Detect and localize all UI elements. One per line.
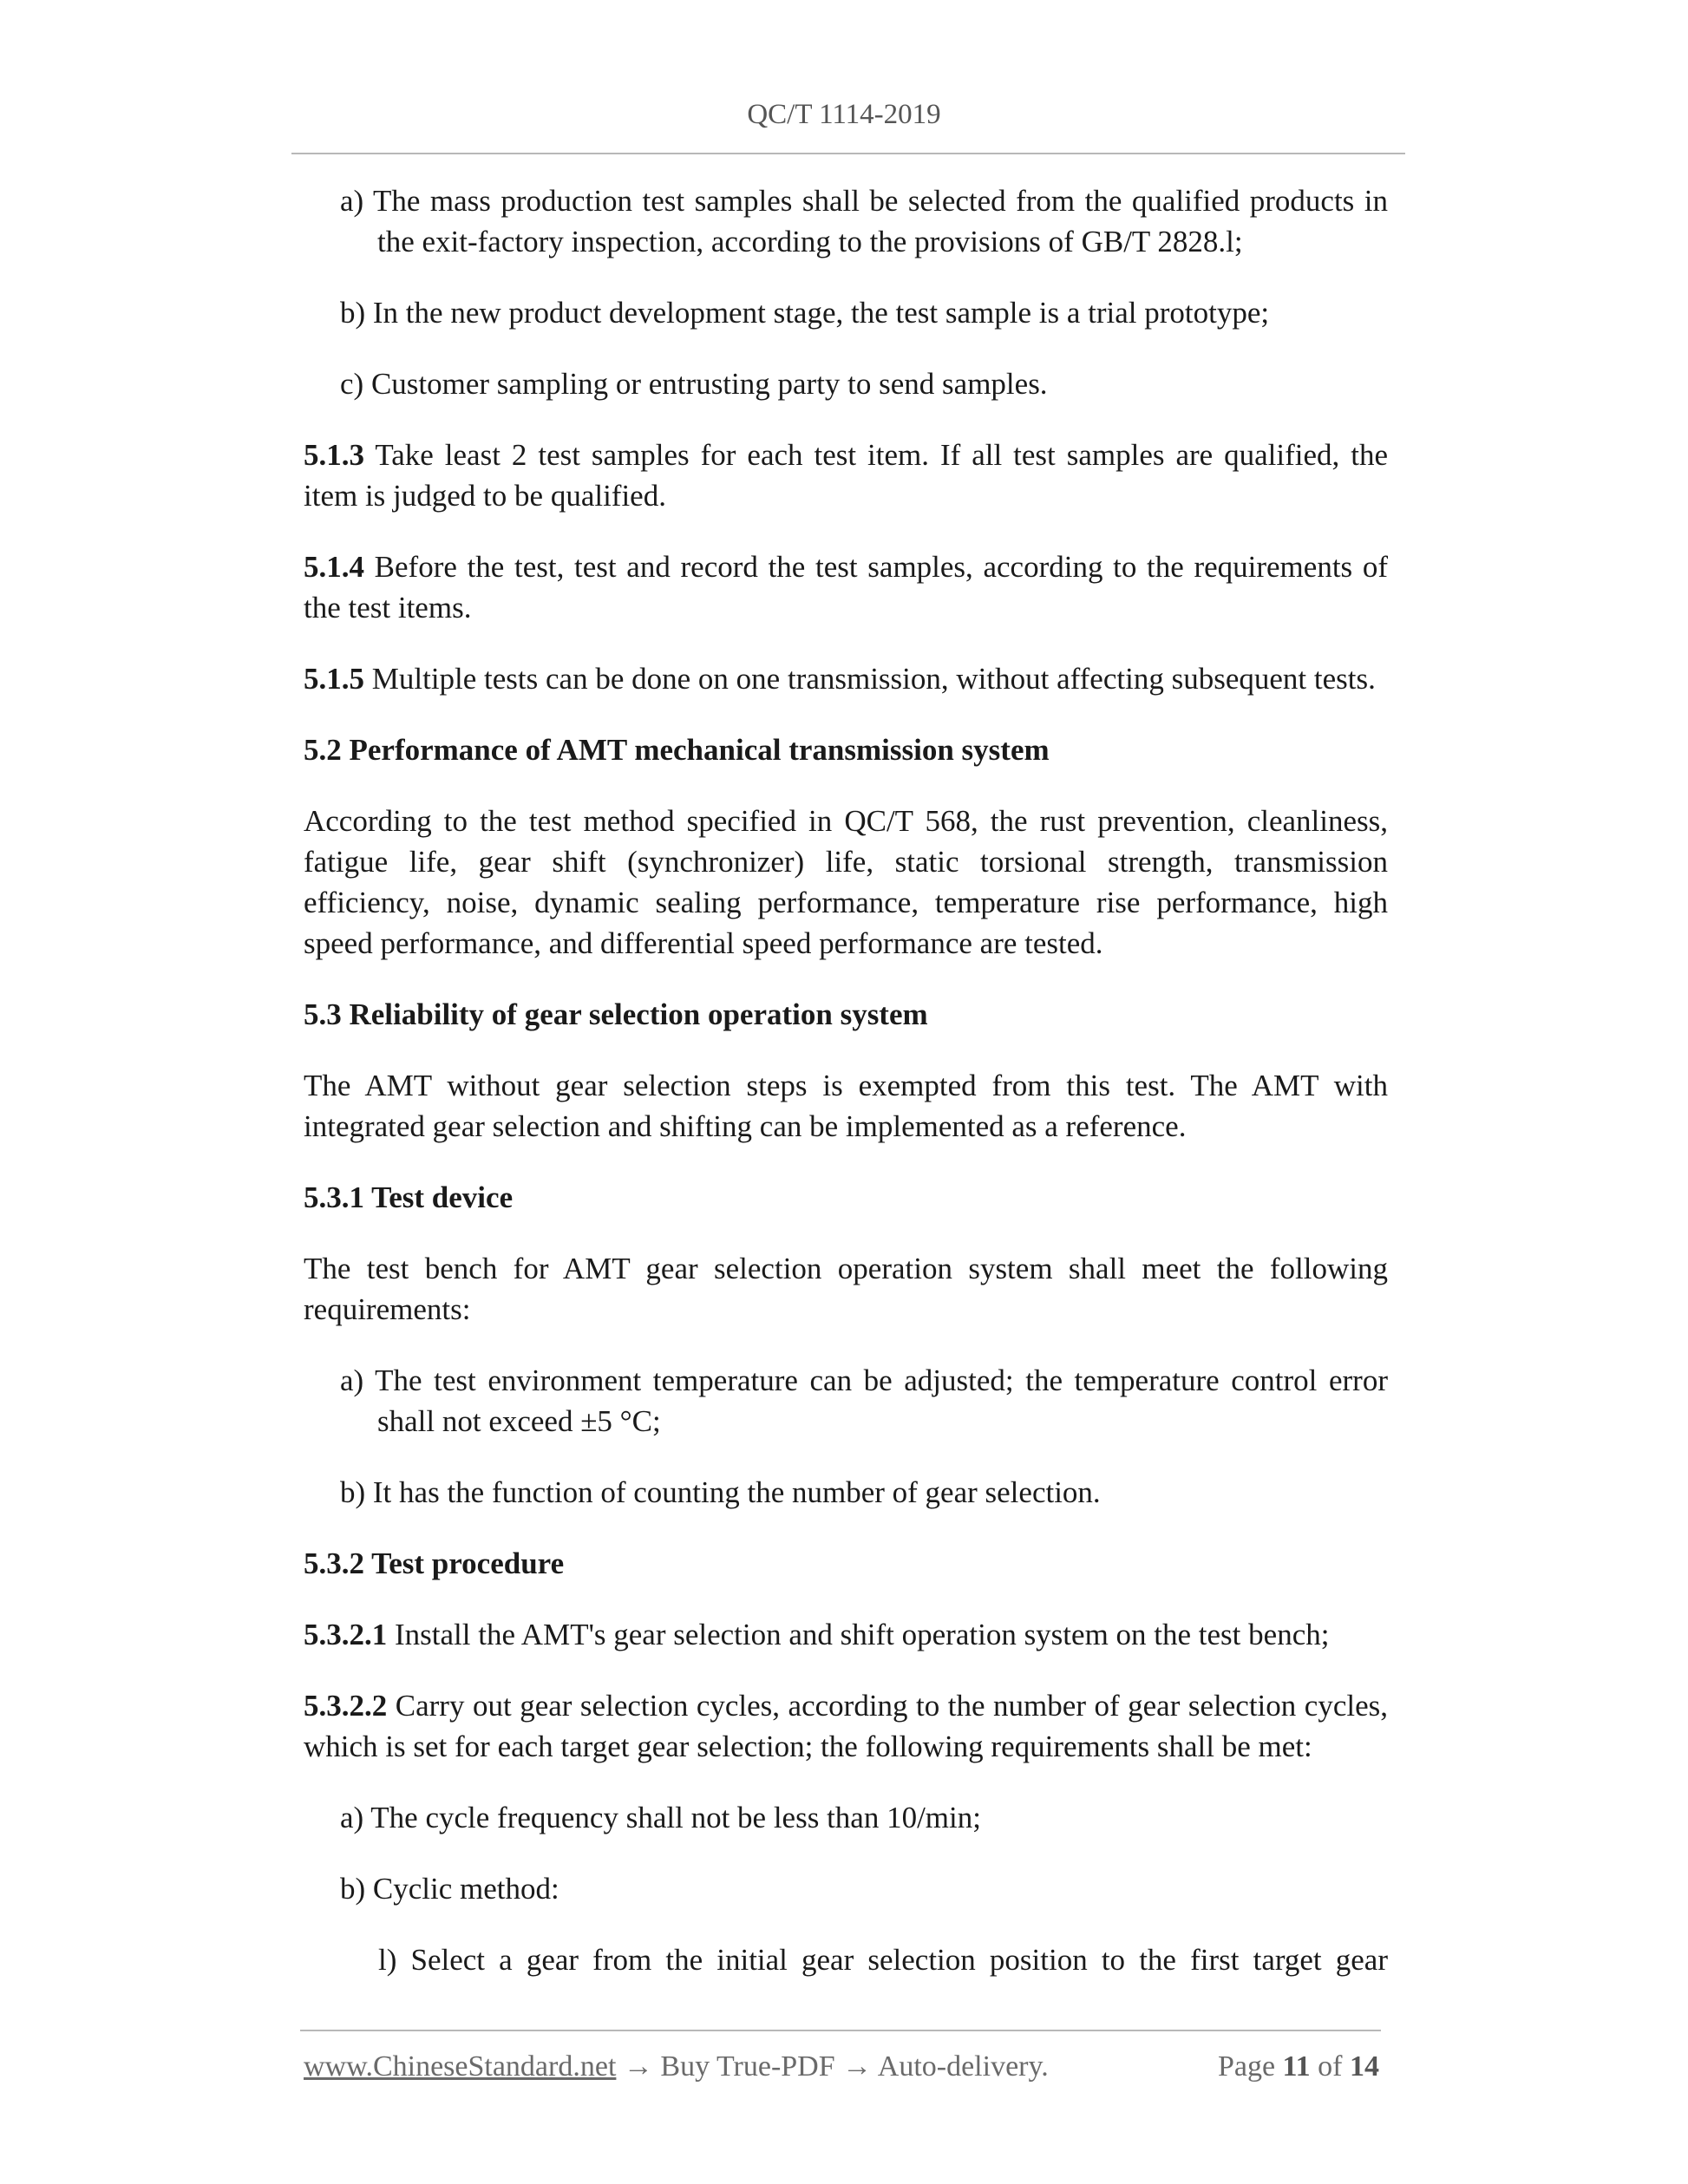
- clause-5-1-4: [304, 546, 1388, 628]
- clause-number: 5.1.4: [304, 550, 364, 584]
- clause-number: 5.3.2.1: [304, 1618, 388, 1651]
- section-heading-5-2: 5.2 Performance of AMT mechanical transmission system: [304, 733, 1050, 767]
- clause-number: 5.3.2.2: [304, 1689, 388, 1723]
- page-number: 11: [1282, 2050, 1311, 2083]
- section-heading-5-3: 5.3 Reliability of gear selection operation system: [304, 997, 928, 1031]
- list-item-l1-select-gear: l) Select a gear from the initial gear selection position to the first target gear: [378, 1943, 1388, 1977]
- header-divider: [291, 153, 1405, 154]
- section-5-3-1-paragraph: The test bench for AMT gear selection operation system shall meet the following requirements:: [304, 1252, 1388, 1326]
- list-item-c-customer: c) Customer sampling or entrusting party to send samples.: [340, 367, 1048, 401]
- clause-text: Before the test, test and record the test samples, according to the requirements of the test items.: [304, 550, 1388, 624]
- clause-text: Take least 2 test samples for each test item. If all test samples are qualified, the item is judged to be qualified.: [304, 438, 1388, 513]
- section-heading-5-3-1: 5.3.1 Test device: [304, 1180, 514, 1214]
- list-item-b-prototype: b) In the new product development stage, the test sample is a trial prototype;: [340, 296, 1270, 330]
- document-code-header: QC/T 1114-2019: [747, 99, 941, 130]
- of-label: of: [1318, 2050, 1343, 2083]
- clause-5-3-2-1: [304, 1614, 1388, 1655]
- clause-5-3-2-2: [304, 1685, 1388, 1767]
- page-footer: [304, 2050, 1379, 2083]
- footer-tagline: → Buy True-PDF → Auto-delivery.: [616, 2050, 1049, 2083]
- section-5-2-paragraph: According to the test method specified in QC/T 568, the rust prevention, cleanliness, fatigue life, gear shift (synchronizer) life, static torsional strength, transmission efficiency, noise, dynamic sealing performance, temperature rise performance, high speed performance, and differential speed performance are tested.: [304, 804, 1388, 960]
- page-indicator: [1218, 2050, 1379, 2083]
- list-item-a-frequency: a) The cycle frequency shall not be less than 10/min;: [340, 1801, 981, 1834]
- clause-text: Multiple tests can be done on one transmission, without affecting subsequent tests.: [364, 662, 1376, 696]
- footer-divider: [300, 2030, 1381, 2031]
- list-item-a-temperature: a) The test environment temperature can be adjusted; the temperature control error shall not exceed ±5 °C;: [340, 1363, 1388, 1438]
- list-item-a-sampling: a) The mass production test samples shall be selected from the qualified products in the exit-factory inspection, according to the provisions of GB/T 2828.l;: [340, 184, 1388, 258]
- section-5-3-paragraph: The AMT without gear selection steps is exempted from this test. The AMT with integrated gear selection and shifting can be implemented as a reference.: [304, 1069, 1388, 1143]
- page-label: Page: [1217, 2050, 1276, 2083]
- page-total: 14: [1350, 2050, 1379, 2083]
- page-body: [304, 180, 1388, 2011]
- list-item-b-cyclic-method: b) Cyclic method:: [340, 1872, 559, 1906]
- list-item-b-counting: b) It has the function of counting the number of gear selection.: [340, 1475, 1101, 1509]
- website-link[interactable]: www.ChineseStandard.net: [304, 2050, 617, 2083]
- clause-5-1-3: [304, 435, 1388, 516]
- clause-number: 5.1.5: [304, 662, 364, 696]
- clause-5-1-5: [304, 658, 1388, 699]
- clause-text: Install the AMT's gear selection and shift operation system on the test bench;: [387, 1618, 1330, 1651]
- clause-number: 5.1.3: [304, 438, 364, 472]
- section-heading-5-3-2: 5.3.2 Test procedure: [304, 1546, 565, 1580]
- clause-text: Carry out gear selection cycles, according to the number of gear selection cycles, which is set for each target gear selection; the following requirements shall be met:: [304, 1689, 1388, 1763]
